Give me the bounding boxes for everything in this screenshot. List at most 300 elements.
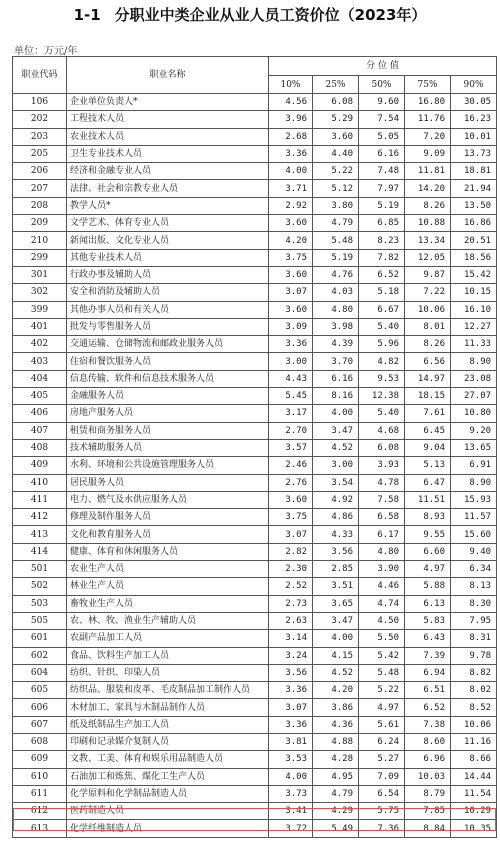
cell-p50: 4.68 [359,422,405,439]
cell-p10: 3.56 [269,664,313,681]
header-code: 职业代码 [13,57,67,94]
cell-p50: 5.61 [359,716,405,733]
cell-p10: 3.96 [269,111,313,128]
cell-code: 202 [13,111,67,128]
cell-name: 畜牧业生产人员 [67,595,269,612]
cell-code: 505 [13,612,67,629]
cell-p90: 8.82 [451,664,497,681]
cell-p50: 5.50 [359,630,405,647]
cell-p25: 8.16 [313,388,359,405]
table-row [13,664,497,681]
cell-p75: 7.22 [405,284,451,301]
cell-name: 农、林、牧、渔业生产辅助人员 [67,612,269,629]
cell-code: 402 [13,336,67,353]
table-row [13,128,497,145]
cell-p50: 7.36 [359,820,405,837]
cell-p25: 2.85 [313,561,359,578]
cell-p90: 18.56 [451,249,497,266]
cell-p90: 8.52 [451,699,497,716]
cell-name: 化学纤维制造人员 [67,820,269,837]
cell-name: 农业技术人员 [67,128,269,145]
cell-p25: 4.80 [313,301,359,318]
cell-code: 209 [13,215,67,232]
cell-p10: 3.60 [269,215,313,232]
cell-p90: 8.90 [451,474,497,491]
cell-p25: 4.36 [313,716,359,733]
cell-p25: 4.95 [313,768,359,785]
cell-p90: 9.78 [451,647,497,664]
cell-p50: 5.96 [359,336,405,353]
cell-code: 502 [13,578,67,595]
header-p10: 10% [269,76,313,94]
table-row [13,301,497,318]
header-p25: 25% [313,76,359,94]
cell-p90: 13.50 [451,197,497,214]
table-row [13,561,497,578]
cell-p50: 4.74 [359,595,405,612]
cell-p75: 9.87 [405,266,451,283]
cell-code: 606 [13,699,67,716]
cell-p10: 3.60 [269,491,313,508]
table-row [13,751,497,768]
cell-p10: 3.71 [269,180,313,197]
table-title: 分职业中类企业从业人员工资价位（2023年） [114,6,427,24]
cell-p10: 2.82 [269,543,313,560]
cell-p10: 3.36 [269,716,313,733]
cell-p50: 6.17 [359,526,405,543]
cell-p25: 5.22 [313,163,359,180]
header-name: 职业名称 [67,57,269,94]
table-row [13,491,497,508]
cell-code: 601 [13,630,67,647]
cell-code: 612 [13,803,67,820]
cell-p25: 5.19 [313,249,359,266]
cell-name: 工程技术人员 [67,111,269,128]
cell-p10: 3.53 [269,751,313,768]
cell-p50: 4.80 [359,543,405,560]
cell-p90: 18.81 [451,163,497,180]
table-row [13,682,497,699]
cell-p10: 3.57 [269,439,313,456]
cell-name: 法律、社会和宗教专业人员 [67,180,269,197]
table-row [13,543,497,560]
cell-p10: 3.60 [269,266,313,283]
cell-p10: 3.36 [269,145,313,162]
cell-p25: 4.15 [313,647,359,664]
cell-p25: 4.79 [313,785,359,802]
table-row [13,509,497,526]
cell-p50: 3.90 [359,561,405,578]
cell-p10: 2.46 [269,457,313,474]
cell-p50: 7.82 [359,249,405,266]
cell-p25: 4.03 [313,284,359,301]
cell-p75: 6.43 [405,630,451,647]
table-number: 1-1 [73,6,101,24]
cell-p50: 5.19 [359,197,405,214]
table-row [13,647,497,664]
cell-p50: 5.40 [359,405,405,422]
cell-code: 203 [13,128,67,145]
header-percentile-group: 分 位 值 [269,57,497,76]
header-p50: 50% [359,76,405,94]
unit-label: 单位：万元/年 [14,46,78,57]
cell-p10: 3.72 [269,820,313,837]
cell-name: 技术辅助服务人员 [67,439,269,456]
table-row [13,457,497,474]
cell-p25: 4.86 [313,509,359,526]
cell-p75: 5.83 [405,612,451,629]
cell-name: 金融服务人员 [67,388,269,405]
cell-code: 407 [13,422,67,439]
cell-code: 409 [13,457,67,474]
cell-p50: 7.09 [359,768,405,785]
cell-p75: 8.01 [405,318,451,335]
wage-table [12,56,497,838]
cell-p50: 6.08 [359,439,405,456]
cell-name: 纺织、针织、印染人员 [67,664,269,681]
cell-p75: 6.13 [405,595,451,612]
cell-p90: 16.10 [451,301,497,318]
cell-p10: 4.56 [269,94,313,111]
cell-p10: 2.63 [269,612,313,629]
cell-p90: 15.42 [451,266,497,283]
cell-p50: 7.48 [359,163,405,180]
cell-p90: 6.34 [451,561,497,578]
cell-p90: 8.30 [451,595,497,612]
cell-name: 农业生产人员 [67,561,269,578]
cell-p10: 2.68 [269,128,313,145]
cell-p10: 3.17 [269,405,313,422]
cell-p25: 3.70 [313,353,359,370]
cell-p25: 3.47 [313,422,359,439]
cell-code: 609 [13,751,67,768]
cell-p90: 10.01 [451,128,497,145]
cell-name: 水利、环境和公共设施管理服务人员 [67,457,269,474]
table-row [13,388,497,405]
cell-p90: 10.15 [451,284,497,301]
cell-code: 301 [13,266,67,283]
cell-p75: 7.20 [405,128,451,145]
table-row [13,284,497,301]
cell-name: 房地产服务人员 [67,405,269,422]
cell-p10: 2.73 [269,595,313,612]
cell-p10: 3.14 [269,630,313,647]
table-row [13,803,497,820]
cell-p25: 4.52 [313,439,359,456]
table-row [13,215,497,232]
cell-p10: 3.75 [269,509,313,526]
cell-p10: 2.52 [269,578,313,595]
cell-name: 行政办事及辅助人员 [67,266,269,283]
cell-p10: 4.00 [269,768,313,785]
cell-p50: 5.48 [359,664,405,681]
cell-p25: 3.60 [313,128,359,145]
cell-p50: 4.97 [359,699,405,716]
cell-p75: 8.26 [405,197,451,214]
cell-p10: 3.07 [269,526,313,543]
cell-code: 299 [13,249,67,266]
cell-p50: 6.16 [359,145,405,162]
table-row [13,612,497,629]
cell-code: 413 [13,526,67,543]
cell-name: 文教、工美、体育和娱乐用品制造人员 [67,751,269,768]
cell-p10: 2.76 [269,474,313,491]
cell-p50: 5.42 [359,647,405,664]
cell-p75: 16.80 [405,94,451,111]
cell-p75: 10.88 [405,215,451,232]
cell-p75: 6.96 [405,751,451,768]
cell-p90: 9.40 [451,543,497,560]
cell-name: 住宿和餐饮服务人员 [67,353,269,370]
cell-p50: 9.60 [359,94,405,111]
cell-p25: 4.00 [313,405,359,422]
cell-name: 居民服务人员 [67,474,269,491]
table-row [13,318,497,335]
cell-code: 399 [13,301,67,318]
cell-p75: 8.93 [405,509,451,526]
cell-p90: 10.35 [451,820,497,837]
cell-name: 修理及制作服务人员 [67,509,269,526]
cell-p75: 6.51 [405,682,451,699]
cell-p75: 9.04 [405,439,451,456]
cell-p90: 23.08 [451,370,497,387]
cell-p50: 5.05 [359,128,405,145]
table-row [13,474,497,491]
cell-p90: 20.51 [451,232,497,249]
cell-p25: 4.92 [313,491,359,508]
cell-p25: 4.79 [313,215,359,232]
cell-p75: 9.09 [405,145,451,162]
cell-code: 414 [13,543,67,560]
cell-name: 新闻出版、文化专业人员 [67,232,269,249]
cell-code: 406 [13,405,67,422]
cell-p90: 16.86 [451,215,497,232]
cell-p90: 8.31 [451,630,497,647]
cell-p90: 8.13 [451,578,497,595]
cell-name: 电力、燃气及水供应服务人员 [67,491,269,508]
cell-code: 610 [13,768,67,785]
cell-p75: 5.13 [405,457,451,474]
cell-p25: 5.48 [313,232,359,249]
cell-name: 木材加工、家具与木制品制作人员 [67,699,269,716]
cell-name: 经济和金融专业人员 [67,163,269,180]
cell-p90: 27.07 [451,388,497,405]
cell-code: 613 [13,820,67,837]
cell-p50: 5.18 [359,284,405,301]
cell-p50: 5.27 [359,751,405,768]
cell-p90: 13.65 [451,439,497,456]
cell-p90: 8.66 [451,751,497,768]
cell-p50: 6.52 [359,266,405,283]
table-row [13,266,497,283]
cell-p25: 4.88 [313,733,359,750]
table-row [13,630,497,647]
cell-p90: 9.20 [451,422,497,439]
cell-p25: 3.54 [313,474,359,491]
cell-p10: 3.60 [269,301,313,318]
cell-name: 石油加工和炼焦、煤化工生产人员 [67,768,269,785]
cell-p10: 3.41 [269,803,313,820]
cell-p10: 3.00 [269,353,313,370]
cell-p75: 13.34 [405,232,451,249]
cell-p10: 5.45 [269,388,313,405]
header-p90: 90% [451,76,497,94]
cell-p90: 10.06 [451,716,497,733]
cell-p10: 3.73 [269,785,313,802]
cell-code: 503 [13,595,67,612]
cell-p25: 3.51 [313,578,359,595]
cell-p90: 14.44 [451,768,497,785]
table-row [13,111,497,128]
cell-name: 其他办事人员和有关人员 [67,301,269,318]
cell-p10: 3.36 [269,336,313,353]
cell-code: 401 [13,318,67,335]
cell-p90: 15.93 [451,491,497,508]
table-row [13,180,497,197]
cell-code: 302 [13,284,67,301]
cell-p90: 11.16 [451,733,497,750]
cell-p10: 3.07 [269,284,313,301]
cell-p25: 3.00 [313,457,359,474]
cell-name: 林业生产人员 [67,578,269,595]
cell-p50: 5.22 [359,682,405,699]
cell-p90: 16.23 [451,111,497,128]
cell-code: 607 [13,716,67,733]
cell-name: 企业单位负责人* [67,94,269,111]
cell-p10: 3.81 [269,733,313,750]
cell-p25: 3.86 [313,699,359,716]
cell-p50: 8.23 [359,232,405,249]
cell-code: 412 [13,509,67,526]
cell-p50: 5.40 [359,318,405,335]
cell-p90: 8.02 [451,682,497,699]
cell-p50: 6.54 [359,785,405,802]
table-row [13,197,497,214]
cell-code: 208 [13,197,67,214]
table-row [13,820,497,837]
cell-p90: 15.60 [451,526,497,543]
cell-p50: 6.24 [359,733,405,750]
cell-p90: 11.54 [451,785,497,802]
table-row [13,145,497,162]
cell-p75: 7.85 [405,803,451,820]
table-row [13,353,497,370]
cell-p10: 2.92 [269,197,313,214]
cell-code: 602 [13,647,67,664]
cell-p75: 11.51 [405,491,451,508]
cell-name: 印刷和记录媒介复制人员 [67,733,269,750]
cell-name: 信息传输、软件和信息技术服务人员 [67,370,269,387]
cell-p75: 7.39 [405,647,451,664]
cell-p75: 8.79 [405,785,451,802]
cell-p50: 6.67 [359,301,405,318]
cell-p25: 3.65 [313,595,359,612]
cell-p50: 12.38 [359,388,405,405]
header-p75: 75% [405,76,451,94]
cell-name: 安全和消防及辅助人员 [67,284,269,301]
cell-p50: 7.58 [359,491,405,508]
cell-p25: 4.28 [313,751,359,768]
cell-p75: 6.47 [405,474,451,491]
cell-p90: 13.73 [451,145,497,162]
cell-name: 批发与零售服务人员 [67,318,269,335]
cell-p75: 6.52 [405,699,451,716]
cell-code: 404 [13,370,67,387]
cell-p25: 3.80 [313,197,359,214]
cell-p50: 4.46 [359,578,405,595]
cell-p25: 3.98 [313,318,359,335]
cell-name: 纸及纸制品生产加工人员 [67,716,269,733]
cell-p75: 11.76 [405,111,451,128]
cell-code: 410 [13,474,67,491]
table-body [13,94,497,838]
cell-p25: 4.33 [313,526,359,543]
cell-p90: 30.05 [451,94,497,111]
cell-code: 210 [13,232,67,249]
cell-name: 纺织品、服装和皮革、毛皮制品加工制作人员 [67,682,269,699]
cell-p75: 6.45 [405,422,451,439]
cell-p75: 8.26 [405,336,451,353]
cell-name: 其他专业技术人员 [67,249,269,266]
cell-p50: 9.53 [359,370,405,387]
cell-code: 206 [13,163,67,180]
cell-p25: 5.29 [313,111,359,128]
cell-name: 健康、体育和休闲服务人员 [67,543,269,560]
cell-code: 205 [13,145,67,162]
cell-p10: 4.43 [269,370,313,387]
cell-p10: 3.07 [269,699,313,716]
cell-p75: 11.81 [405,163,451,180]
cell-p75: 8.60 [405,733,451,750]
cell-p25: 5.49 [313,820,359,837]
cell-code: 207 [13,180,67,197]
table-row [13,439,497,456]
cell-name: 卫生专业技术人员 [67,145,269,162]
cell-p50: 4.50 [359,612,405,629]
cell-code: 411 [13,491,67,508]
cell-code: 405 [13,388,67,405]
cell-name: 化学原料和化学制品制造人员 [67,785,269,802]
cell-name: 食品、饮料生产加工人员 [67,647,269,664]
cell-p50: 7.97 [359,180,405,197]
cell-p25: 6.16 [313,370,359,387]
table-row [13,370,497,387]
cell-p25: 4.40 [313,145,359,162]
cell-p10: 2.30 [269,561,313,578]
cell-p75: 5.88 [405,578,451,595]
cell-name: 交通运输、仓储物流和邮政业服务人员 [67,336,269,353]
table-row [13,595,497,612]
table-row [13,768,497,785]
cell-code: 611 [13,785,67,802]
cell-p90: 8.90 [451,353,497,370]
cell-p10: 3.75 [269,249,313,266]
cell-p25: 3.56 [313,543,359,560]
table-row [13,716,497,733]
cell-p75: 14.97 [405,370,451,387]
cell-p75: 7.61 [405,405,451,422]
cell-code: 106 [13,94,67,111]
table-row [13,249,497,266]
cell-name: 租赁和商务服务人员 [67,422,269,439]
cell-p90: 11.33 [451,336,497,353]
cell-p25: 5.12 [313,180,359,197]
table-row [13,785,497,802]
cell-p75: 7.38 [405,716,451,733]
table-row [13,699,497,716]
cell-p10: 4.20 [269,232,313,249]
cell-p50: 4.78 [359,474,405,491]
